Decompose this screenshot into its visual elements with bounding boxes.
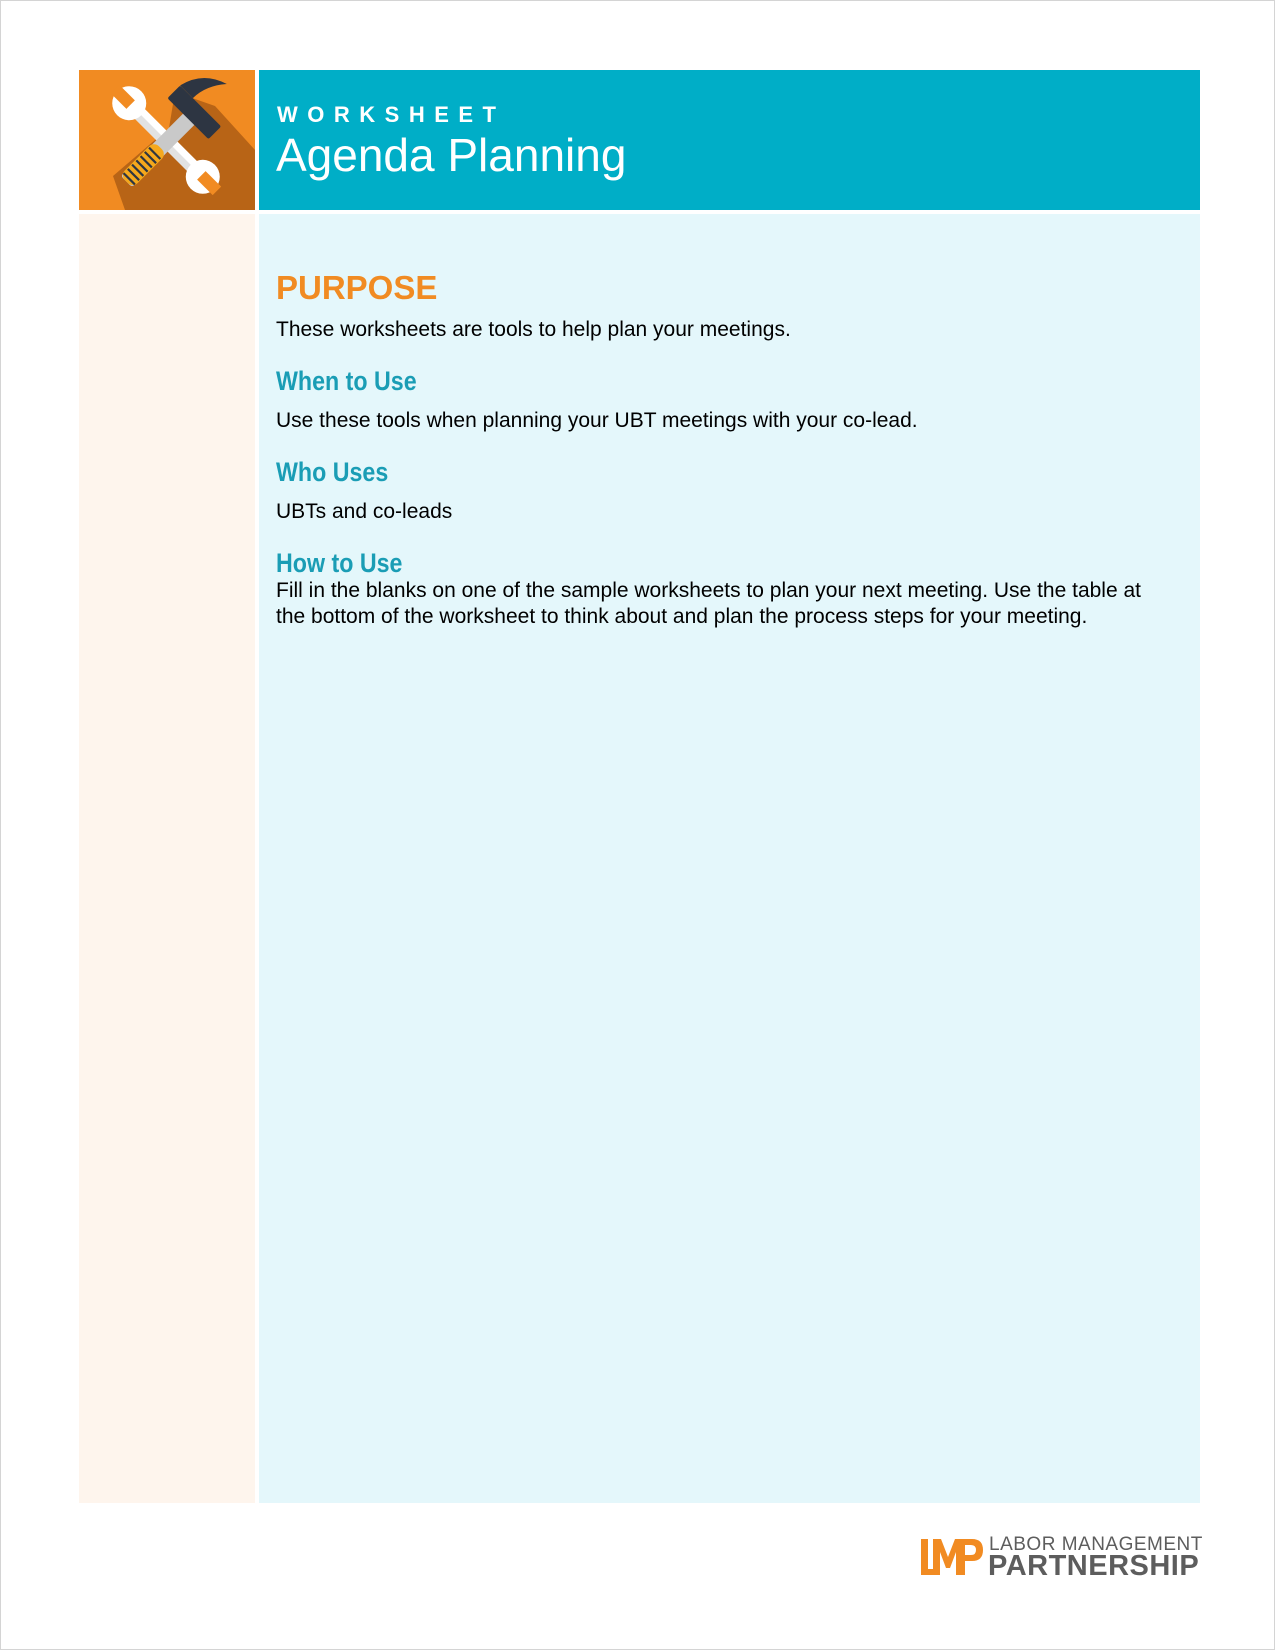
how-to-use-text: Fill in the blanks on one of the sample worksheets to plan your next meeting. Use the table at the bottom of the worksheet to think about and plan the process steps for your meeting. [276,579,1141,628]
document-kicker: WORKSHEET [277,102,506,127]
lmp-logo [920,1534,1203,1582]
header-icon-tile [79,70,255,210]
logo-text-line2: PARTNERSHIP [988,1550,1200,1582]
lmp-logo-mark [920,1535,984,1579]
who-uses-heading: Who Uses [276,457,389,487]
page-title: Agenda Planning [276,129,627,181]
tools-icon [79,70,255,210]
who-uses-text: UBTs and co-leads [276,500,453,523]
purpose-heading: PURPOSE [276,269,438,306]
content-column [276,270,1176,653]
how-to-use-heading: How to Use [276,548,403,578]
when-to-use-heading: When to Use [276,366,417,396]
when-to-use-text: Use these tools when planning your UBT meetings with your co-lead. [276,409,918,432]
header-band [259,70,1200,210]
side-panel [79,214,255,1503]
purpose-text: These worksheets are tools to help plan your meetings. [276,318,791,341]
logo-text-line1: LABOR MANAGEMENT [989,1534,1203,1555]
main-panel [259,214,1200,1503]
